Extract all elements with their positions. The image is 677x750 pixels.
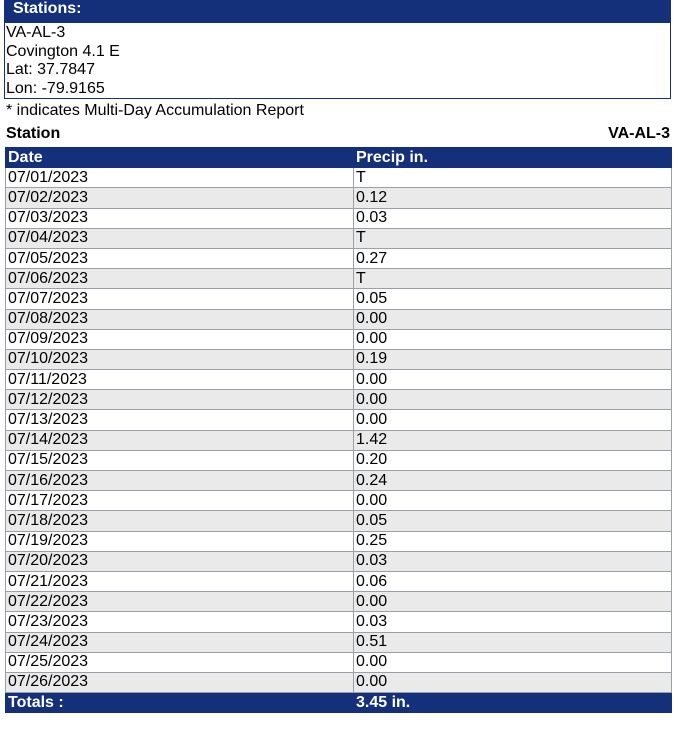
precip-cell: 0.05 <box>354 289 672 309</box>
date-cell: 07/07/2023 <box>6 289 354 309</box>
precip-cell: 0.03 <box>354 612 672 632</box>
precip-cell: 0.00 <box>354 672 672 692</box>
precip-cell: 0.03 <box>354 208 672 228</box>
date-cell: 07/21/2023 <box>6 571 354 591</box>
station-id: VA-AL-3 <box>6 24 66 41</box>
station-lat: Lat: 37.7847 <box>6 61 95 78</box>
date-cell: 07/08/2023 <box>6 309 354 329</box>
table-row <box>6 531 672 551</box>
precip-cell: 0.06 <box>354 571 672 591</box>
station-summary-row <box>6 124 670 144</box>
precip-cell: T <box>354 168 672 188</box>
table-row <box>6 652 672 672</box>
date-cell: 07/12/2023 <box>6 390 354 410</box>
table-row <box>6 450 672 470</box>
table-row <box>6 349 672 369</box>
date-cell: 07/01/2023 <box>6 168 354 188</box>
precip-cell: T <box>354 269 672 289</box>
date-cell: 07/11/2023 <box>6 370 354 390</box>
table-row <box>6 208 672 228</box>
table-header-row <box>6 148 672 168</box>
table-row <box>6 248 672 268</box>
precip-cell: 0.00 <box>354 410 672 430</box>
table-row <box>6 471 672 491</box>
column-header-date: Date <box>6 148 354 168</box>
table-row <box>6 410 672 430</box>
precip-cell: T <box>354 228 672 248</box>
date-cell: 07/03/2023 <box>6 208 354 228</box>
table-row <box>6 612 672 632</box>
date-cell: 07/24/2023 <box>6 632 354 652</box>
table-row <box>6 672 672 692</box>
station-name: Covington 4.1 E <box>6 42 120 60</box>
date-cell: 07/23/2023 <box>6 612 354 632</box>
table-row <box>6 390 672 410</box>
table-row <box>6 329 672 349</box>
precip-cell: 0.00 <box>354 390 672 410</box>
station-label: Station <box>6 125 61 142</box>
date-cell: 07/16/2023 <box>6 471 354 491</box>
column-header-precip: Precip in. <box>354 148 672 168</box>
precip-cell: 1.42 <box>354 430 672 450</box>
table-row <box>6 551 672 571</box>
stations-header: Stations: <box>5 1 670 23</box>
date-cell: 07/02/2023 <box>6 188 354 208</box>
precip-cell: 0.27 <box>354 248 672 268</box>
table-row <box>6 168 672 188</box>
precip-cell: 0.25 <box>354 531 672 551</box>
multi-day-note: * indicates Multi-Day Accumulation Report <box>6 102 304 119</box>
date-cell: 07/18/2023 <box>6 511 354 531</box>
date-cell: 07/13/2023 <box>6 410 354 430</box>
station-lon: Lon: -79.9165 <box>6 79 105 97</box>
stations-panel <box>4 0 671 99</box>
precip-cell: 0.00 <box>354 491 672 511</box>
date-cell: 07/25/2023 <box>6 652 354 672</box>
table-row <box>6 188 672 208</box>
table-row <box>6 370 672 390</box>
totals-row <box>6 693 672 713</box>
date-cell: 07/09/2023 <box>6 329 354 349</box>
date-cell: 07/22/2023 <box>6 592 354 612</box>
date-cell: 07/04/2023 <box>6 228 354 248</box>
date-cell: 07/10/2023 <box>6 349 354 369</box>
table-row <box>6 491 672 511</box>
date-cell: 07/26/2023 <box>6 672 354 692</box>
date-cell: 07/06/2023 <box>6 269 354 289</box>
precip-cell: 0.00 <box>354 652 672 672</box>
table-row <box>6 269 672 289</box>
table-row <box>6 511 672 531</box>
table-row <box>6 289 672 309</box>
precip-cell: 0.51 <box>354 632 672 652</box>
station-value: VA-AL-3 <box>608 125 670 142</box>
precip-cell: 0.19 <box>354 349 672 369</box>
date-cell: 07/19/2023 <box>6 531 354 551</box>
table-row <box>6 592 672 612</box>
precip-cell: 0.03 <box>354 551 672 571</box>
table-row <box>6 632 672 652</box>
precip-cell: 0.00 <box>354 329 672 349</box>
precip-cell: 0.00 <box>354 309 672 329</box>
date-cell: 07/14/2023 <box>6 430 354 450</box>
totals-label: Totals : <box>6 693 354 713</box>
date-cell: 07/15/2023 <box>6 450 354 470</box>
table-row <box>6 228 672 248</box>
date-cell: 07/17/2023 <box>6 491 354 511</box>
date-cell: 07/05/2023 <box>6 248 354 268</box>
station-details <box>5 23 670 98</box>
precip-cell: 0.24 <box>354 471 672 491</box>
table-row <box>6 430 672 450</box>
table-row <box>6 309 672 329</box>
precip-cell: 0.12 <box>354 188 672 208</box>
totals-value: 3.45 in. <box>354 693 672 713</box>
date-cell: 07/20/2023 <box>6 551 354 571</box>
precip-cell: 0.05 <box>354 511 672 531</box>
precip-cell: 0.00 <box>354 592 672 612</box>
precip-table <box>5 147 672 713</box>
precip-cell: 0.20 <box>354 450 672 470</box>
table-row <box>6 571 672 591</box>
precip-cell: 0.00 <box>354 370 672 390</box>
